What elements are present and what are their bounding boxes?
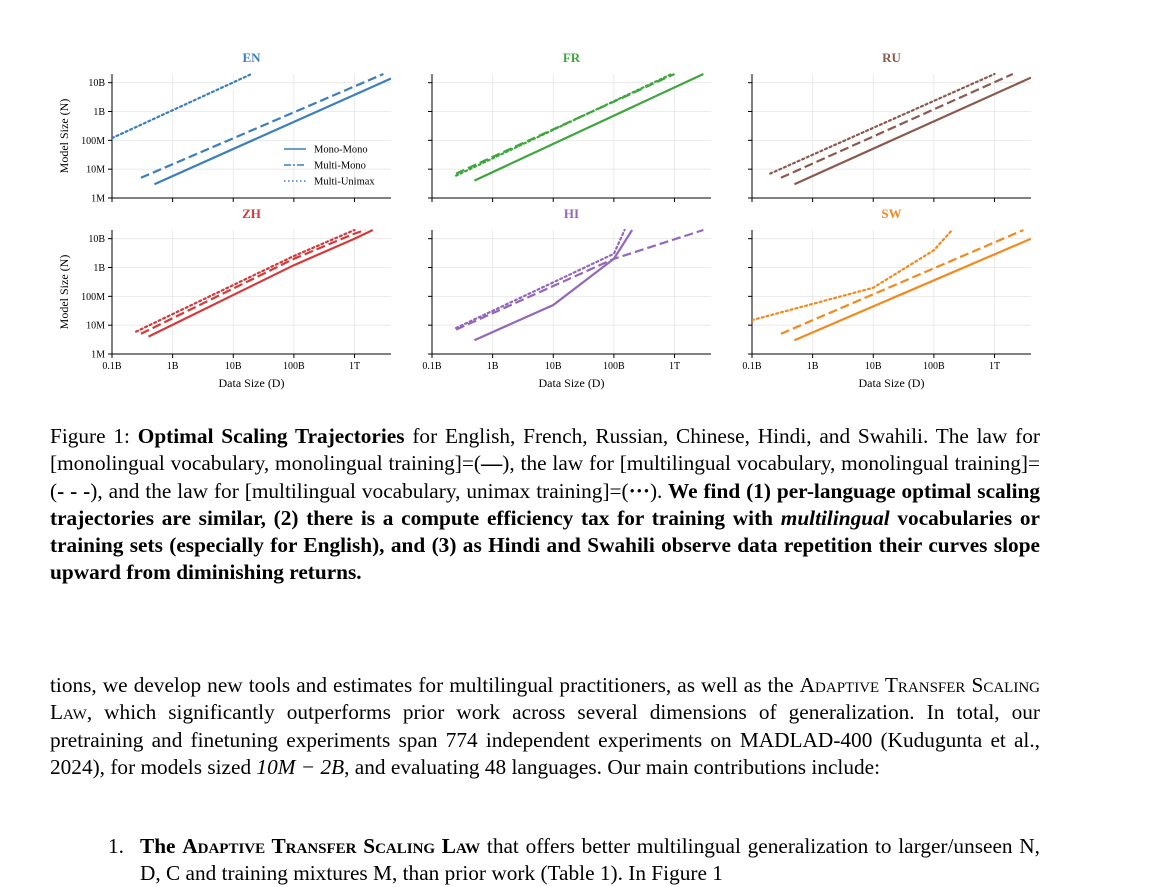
list-number: 1.	[108, 834, 124, 858]
x-tick-label: 1B	[486, 361, 499, 372]
y-tick-label: 10M	[86, 320, 105, 332]
body-text-a: tions, we develop new tools and estimates for multilingual practitioners, as well as the	[50, 673, 800, 697]
series-group	[136, 230, 373, 337]
contribution-bold-sc: Adaptive Transfer Scaling Law	[182, 834, 481, 858]
series-line-multi-unimax	[136, 230, 354, 332]
caption-text-2: ), the law for [multilingual vocabulary, monolingual training]=(	[50, 451, 1041, 503]
scaling-figure	[0, 0, 1160, 400]
chart-panel-en	[57, 50, 391, 205]
caption-findings-a: We find (1) per-language optimal scaling trajectories are similar, (2) there is a compute efficiency tax for training with	[50, 478, 1040, 530]
y-tick-label: 1B	[93, 107, 105, 119]
chart-panel-sw	[742, 206, 1031, 390]
body-text-b: , which significantly outperforms prior work across several dimensions of generalization. In total, our pretraining and finetuning experiments span	[50, 700, 1040, 752]
dotted-line-glyph: ···	[628, 478, 650, 503]
series-line-mono-mono	[474, 74, 703, 181]
list-item	[110, 833, 1040, 887]
adaptive-transfer-scaling-law: Adaptive Transfer Scaling Law	[50, 673, 1040, 725]
x-tick-label: 10B	[864, 361, 882, 372]
x-tick-label: 100B	[283, 361, 305, 372]
x-axis-label: Data Size (D)	[858, 376, 925, 390]
series-line-multi-unimax	[770, 74, 994, 174]
y-tick-label: 100M	[81, 135, 105, 147]
series-line-multi-mono	[456, 230, 703, 330]
panel-title: RU	[882, 50, 901, 65]
y-tick-label: 10M	[86, 164, 105, 176]
panel-title: FR	[562, 50, 581, 65]
caption-findings-emphasis: multilingual	[780, 505, 890, 530]
panel-title: SW	[881, 206, 902, 221]
series-line-mono-mono	[794, 78, 1031, 185]
experiment-count: 774	[445, 727, 478, 752]
y-tick-label: 1M	[91, 193, 105, 205]
series-line-multi-unimax	[112, 74, 252, 138]
body-text-c: independent experiments on MADLAD-400 (Kudugunta et al., 2024), for models sized	[50, 727, 1041, 779]
series-line-multi-mono	[141, 230, 365, 334]
x-tick-label: 0.1B	[742, 361, 762, 372]
legend-label: Mono-Mono	[314, 144, 368, 156]
panel-title: EN	[242, 50, 261, 65]
x-tick-label: 100B	[603, 361, 625, 372]
dashed-line-glyph: - - -	[57, 478, 91, 503]
series-line-multi-unimax	[752, 230, 952, 320]
caption-findings-b: vocabularies or training sets (especially for English), and (3) as Hindi and Swahili observe data repetition their curves slope upward from diminishing returns.	[50, 505, 1040, 585]
chart-panels	[57, 50, 1031, 390]
chart-panel-zh	[57, 206, 391, 390]
y-tick-label: 10B	[88, 78, 105, 90]
x-tick-label: 0.1B	[422, 361, 442, 372]
y-axis-label: Model Size (N)	[57, 254, 71, 330]
legend-label: Multi-Mono	[314, 160, 366, 172]
chart-panel-fr	[428, 50, 711, 202]
contribution-text: that offers better multilingual generalization to larger/unseen N, D, C and training mixtures M, than prior work (Table 1). In Figure 1	[140, 834, 1040, 885]
x-tick-label: 1T	[668, 361, 681, 372]
x-axis-label: Data Size (D)	[218, 376, 285, 390]
series-line-mono-mono	[149, 230, 373, 337]
caption-title: Optimal Scaling Trajectories	[137, 424, 405, 448]
series-group	[770, 74, 1031, 184]
chart-panel-ru	[748, 50, 1031, 202]
y-tick-label: 10B	[88, 234, 105, 246]
caption-text-3: ), and the law for [multilingual vocabulary, unimax training]=(	[90, 478, 629, 503]
x-tick-label: 1B	[166, 361, 179, 372]
contribution-bold-a: The	[140, 834, 183, 858]
series-line-multi-unimax	[456, 74, 672, 176]
figure-caption	[50, 423, 1040, 587]
panel-title: HI	[563, 206, 580, 221]
legend-label: Multi-Unimax	[314, 176, 375, 188]
x-tick-label: 100B	[923, 361, 945, 372]
series-line-multi-mono	[781, 230, 1024, 334]
x-tick-label: 1T	[348, 361, 361, 372]
caption-text-1: for English, French, Russian, Chinese, Hindi, and Swahili. The law for [monolingual vocabulary, monolingual training]=(	[50, 424, 1040, 476]
series-group	[456, 74, 703, 181]
x-tick-label: 0.1B	[102, 361, 122, 372]
y-tick-label: 1M	[91, 349, 105, 361]
body-paragraph	[50, 672, 1040, 781]
body-text-d: , and evaluating 48 languages. Our main contributions include:	[344, 754, 880, 779]
y-axis-label: Model Size (N)	[57, 98, 71, 174]
series-line-multi-mono	[781, 74, 1013, 178]
caption-label: Figure 1:	[50, 424, 138, 448]
model-size-range: 10M − 2B	[256, 754, 345, 779]
y-tick-label: 1B	[93, 263, 105, 275]
chart-panel-hi	[422, 206, 711, 390]
contributions-list	[110, 833, 1040, 887]
series-line-multi-unimax	[456, 230, 624, 328]
x-tick-label: 10B	[224, 361, 242, 372]
series-group	[456, 230, 703, 340]
panel-title: ZH	[242, 206, 261, 221]
x-tick-label: 1T	[988, 361, 1001, 372]
x-axis-label: Data Size (D)	[538, 376, 605, 390]
x-tick-label: 10B	[544, 361, 562, 372]
caption-text-4: ).	[649, 478, 663, 503]
y-tick-label: 100M	[81, 291, 105, 303]
solid-line-glyph: —	[480, 451, 503, 476]
x-tick-label: 1B	[806, 361, 819, 372]
series-group	[752, 230, 1031, 340]
